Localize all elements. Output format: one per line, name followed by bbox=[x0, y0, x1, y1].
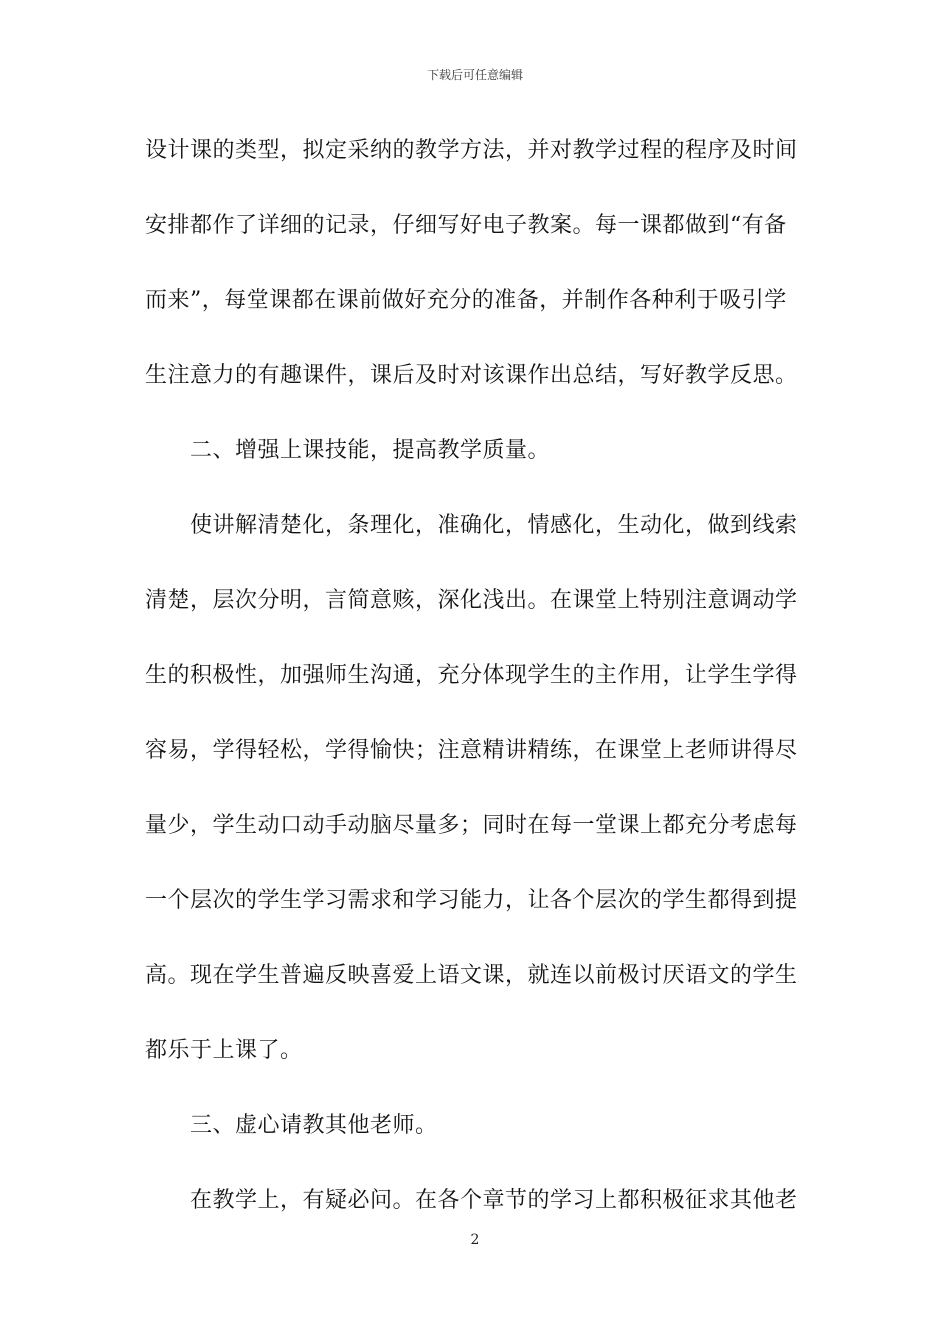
body-line: 生的积极性，加强师生沟通，充分体现学生的主作用，让学生学得 bbox=[145, 663, 798, 688]
paragraph-first-line: 使讲解清楚化，条理化，准确化，情感化，生动化，做到线索 bbox=[190, 513, 798, 538]
body-line: 设计课的类型，拟定采纳的教学方法，并对教学过程的程序及时间 bbox=[145, 138, 798, 163]
body-line: 一个层次的学生学习需求和学习能力，让各个层次的学生都得到提 bbox=[145, 888, 798, 913]
body-line: 而来”，每堂课都在课前做好充分的准备，并制作各种利于吸引学 bbox=[145, 288, 787, 313]
body-line: 量少，学生动口动手动脑尽量多；同时在每一堂课上都充分考虑每 bbox=[145, 813, 798, 838]
paragraph-first-line: 在教学上，有疑必问。在各个章节的学习上都积极征求其他老 bbox=[190, 1188, 798, 1213]
body-line: 容易，学得轻松，学得愉快；注意精讲精练，在课堂上老师讲得尽 bbox=[145, 738, 798, 763]
body-line: 高。现在学生普遍反映喜爱上语文课，就连以前极讨厌语文的学生 bbox=[145, 963, 798, 988]
section-heading: 三、虚心请教其他老师。 bbox=[190, 1113, 438, 1138]
page-header: 下载后可任意编辑 bbox=[426, 68, 523, 82]
page-number: 2 bbox=[470, 1232, 480, 1248]
body-line: 安排都作了详细的记录，仔细写好电子教案。每一课都做到“有备 bbox=[145, 213, 787, 238]
body-line: 都乐于上课了。 bbox=[145, 1038, 303, 1063]
body-line: 清楚，层次分明，言简意赅，深化浅出。在课堂上特别注意调动学 bbox=[145, 588, 798, 613]
body-line: 生注意力的有趣课件，课后及时对该课作出总结，写好教学反思。 bbox=[145, 363, 798, 388]
section-heading: 二、增强上课技能，提高教学质量。 bbox=[190, 438, 551, 463]
